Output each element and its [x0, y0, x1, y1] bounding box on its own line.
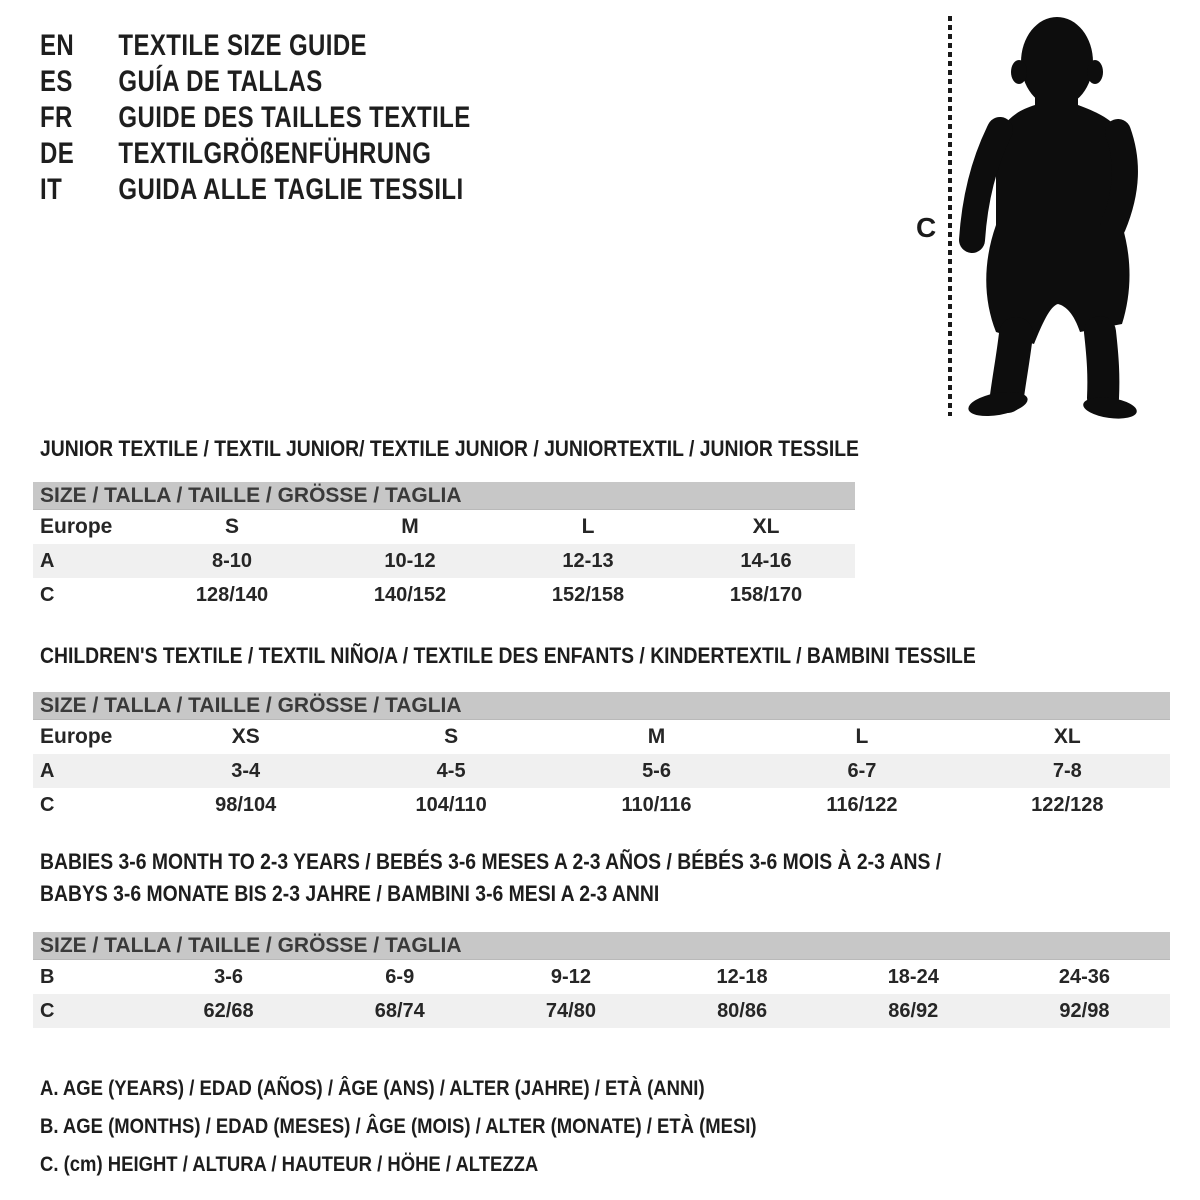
row-label: C	[40, 583, 55, 606]
row-label: A	[40, 759, 55, 782]
babies-section-heading	[40, 846, 941, 910]
row-label: C	[40, 999, 55, 1022]
table-row	[33, 754, 1170, 788]
right-arm-shape	[1113, 132, 1125, 226]
size-header-bar: SIZE / TALLA / TAILLE / GRÖSSE / TAGLIA	[33, 692, 1170, 720]
table-row	[33, 544, 855, 578]
value-cell: 62/68	[203, 999, 254, 1022]
babies-heading-line: BABIES 3-6 MONTH TO 2-3 YEARS / BEBÉS 3-6 MESES A 2-3 AÑOS / BÉBÉS 3-6 MOIS À 2-3 ANS /	[40, 849, 942, 874]
left-leg-shape	[1007, 334, 1016, 396]
column-header-cell: S	[444, 725, 459, 748]
column-header-row	[33, 510, 855, 544]
children-section-heading: CHILDREN'S TEXTILE / TEXTIL NIÑO/A / TEXTILE DES ENFANTS / KINDERTEXTIL / BAMBINI TESSILE	[40, 643, 976, 668]
note-age-months: B. AGE (MONTHS) / EDAD (MESES) / ÂGE (MOIS) / ALTER (MONATE) / ETÀ (MESI)	[40, 1115, 757, 1138]
column-header-cell: XL	[1053, 725, 1081, 748]
legend-notes	[40, 1070, 757, 1184]
language-code: IT	[40, 173, 63, 206]
guide-title: GUIDE DES TAILLES TEXTILE	[118, 101, 471, 134]
value-cell: 6-9	[385, 965, 415, 988]
language-row	[40, 28, 471, 64]
value-cell: 10-12	[384, 549, 436, 572]
column-header-cell: M	[647, 725, 666, 748]
toddler-silhouette-icon	[950, 14, 1145, 424]
note-height-cm: C. (cm) HEIGHT / ALTURA / HAUTEUR / HÖHE / ALTEZZA	[40, 1153, 539, 1176]
value-cell: 4-5	[436, 759, 466, 782]
value-cell: 7-8	[1052, 759, 1082, 782]
value-cell: 74/80	[545, 999, 596, 1022]
value-cell: 116/122	[826, 793, 898, 816]
language-code: ES	[40, 65, 73, 98]
ear-shape	[1087, 60, 1103, 84]
language-row	[40, 136, 471, 172]
babies-size-table	[33, 932, 1170, 1028]
junior-size-table	[33, 482, 855, 612]
guide-title: TEXTILE SIZE GUIDE	[118, 29, 367, 62]
right-leg-shape	[1100, 332, 1103, 398]
language-code: FR	[40, 101, 73, 134]
column-header-cell: XS	[231, 725, 260, 748]
value-cell: 122/128	[1031, 793, 1104, 816]
language-row	[40, 100, 471, 136]
column-header-cell: M	[401, 515, 419, 538]
value-cell: 24-36	[1058, 965, 1111, 988]
table-row	[33, 960, 1170, 994]
size-header-bar: SIZE / TALLA / TAILLE / GRÖSSE / TAGLIA	[33, 482, 855, 510]
language-list	[40, 28, 471, 208]
row-label: A	[40, 549, 55, 572]
left-arm-shape	[972, 130, 1000, 240]
value-cell: 158/170	[729, 583, 803, 606]
value-cell: 140/152	[373, 583, 447, 606]
value-cell: 110/116	[621, 793, 692, 816]
junior-section-heading: JUNIOR TEXTILE / TEXTIL JUNIOR/ TEXTILE JUNIOR / JUNIORTEXTIL / JUNIOR TESSILE	[40, 436, 859, 461]
babies-heading-line: BABYS 3-6 MONATE BIS 2-3 JAHRE / BAMBINI 3-6 MESI A 2-3 ANNI	[40, 881, 660, 906]
region-label: Europe	[40, 725, 113, 748]
value-cell: 3-4	[231, 759, 261, 782]
ear-shape	[1011, 60, 1027, 84]
value-cell: 128/140	[195, 583, 269, 606]
value-cell: 9-12	[550, 965, 591, 988]
guide-title: GUIDA ALLE TAGLIE TESSILI	[118, 173, 464, 206]
value-cell: 12-18	[716, 965, 768, 988]
table-row	[33, 994, 1170, 1028]
column-header-cell: S	[224, 515, 239, 538]
value-cell: 14-16	[740, 549, 792, 572]
column-header-row	[33, 720, 1170, 754]
column-header-cell: L	[581, 515, 595, 538]
row-label: C	[40, 793, 55, 816]
value-cell: 5-6	[642, 759, 671, 782]
value-cell: 152/158	[551, 583, 625, 606]
value-cell: 92/98	[1059, 999, 1110, 1022]
language-code: DE	[40, 137, 75, 170]
value-cell: 8-10	[211, 549, 253, 572]
region-label: Europe	[40, 515, 113, 538]
guide-title: GUÍA DE TALLAS	[118, 65, 323, 98]
value-cell: 86/92	[888, 999, 939, 1022]
language-code: EN	[40, 29, 75, 62]
table-row	[33, 578, 855, 612]
value-cell: 68/74	[374, 999, 425, 1022]
value-cell: 12-13	[562, 549, 614, 572]
guide-title: TEXTILGRÖßENFÜHRUNG	[118, 137, 432, 170]
value-cell: 6-7	[847, 759, 877, 782]
note-age-years: A. AGE (YEARS) / EDAD (AÑOS) / ÂGE (ANS) / ALTER (JAHRE) / ETÀ (ANNI)	[40, 1077, 705, 1100]
size-header-bar: SIZE / TALLA / TAILLE / GRÖSSE / TAGLIA	[33, 932, 1170, 960]
language-row	[40, 172, 471, 208]
column-header-cell: XL	[752, 515, 780, 538]
value-cell: 98/104	[215, 793, 277, 816]
value-cell: 18-24	[887, 965, 939, 988]
height-measure-label: C	[916, 212, 937, 243]
table-row	[33, 788, 1170, 822]
column-header-cell: L	[855, 725, 869, 748]
value-cell: 104/110	[415, 793, 487, 816]
value-cell: 3-6	[214, 965, 244, 988]
value-cell: 80/86	[717, 999, 768, 1022]
children-size-table	[33, 692, 1170, 822]
row-label: B	[40, 965, 55, 988]
language-row	[40, 64, 471, 100]
